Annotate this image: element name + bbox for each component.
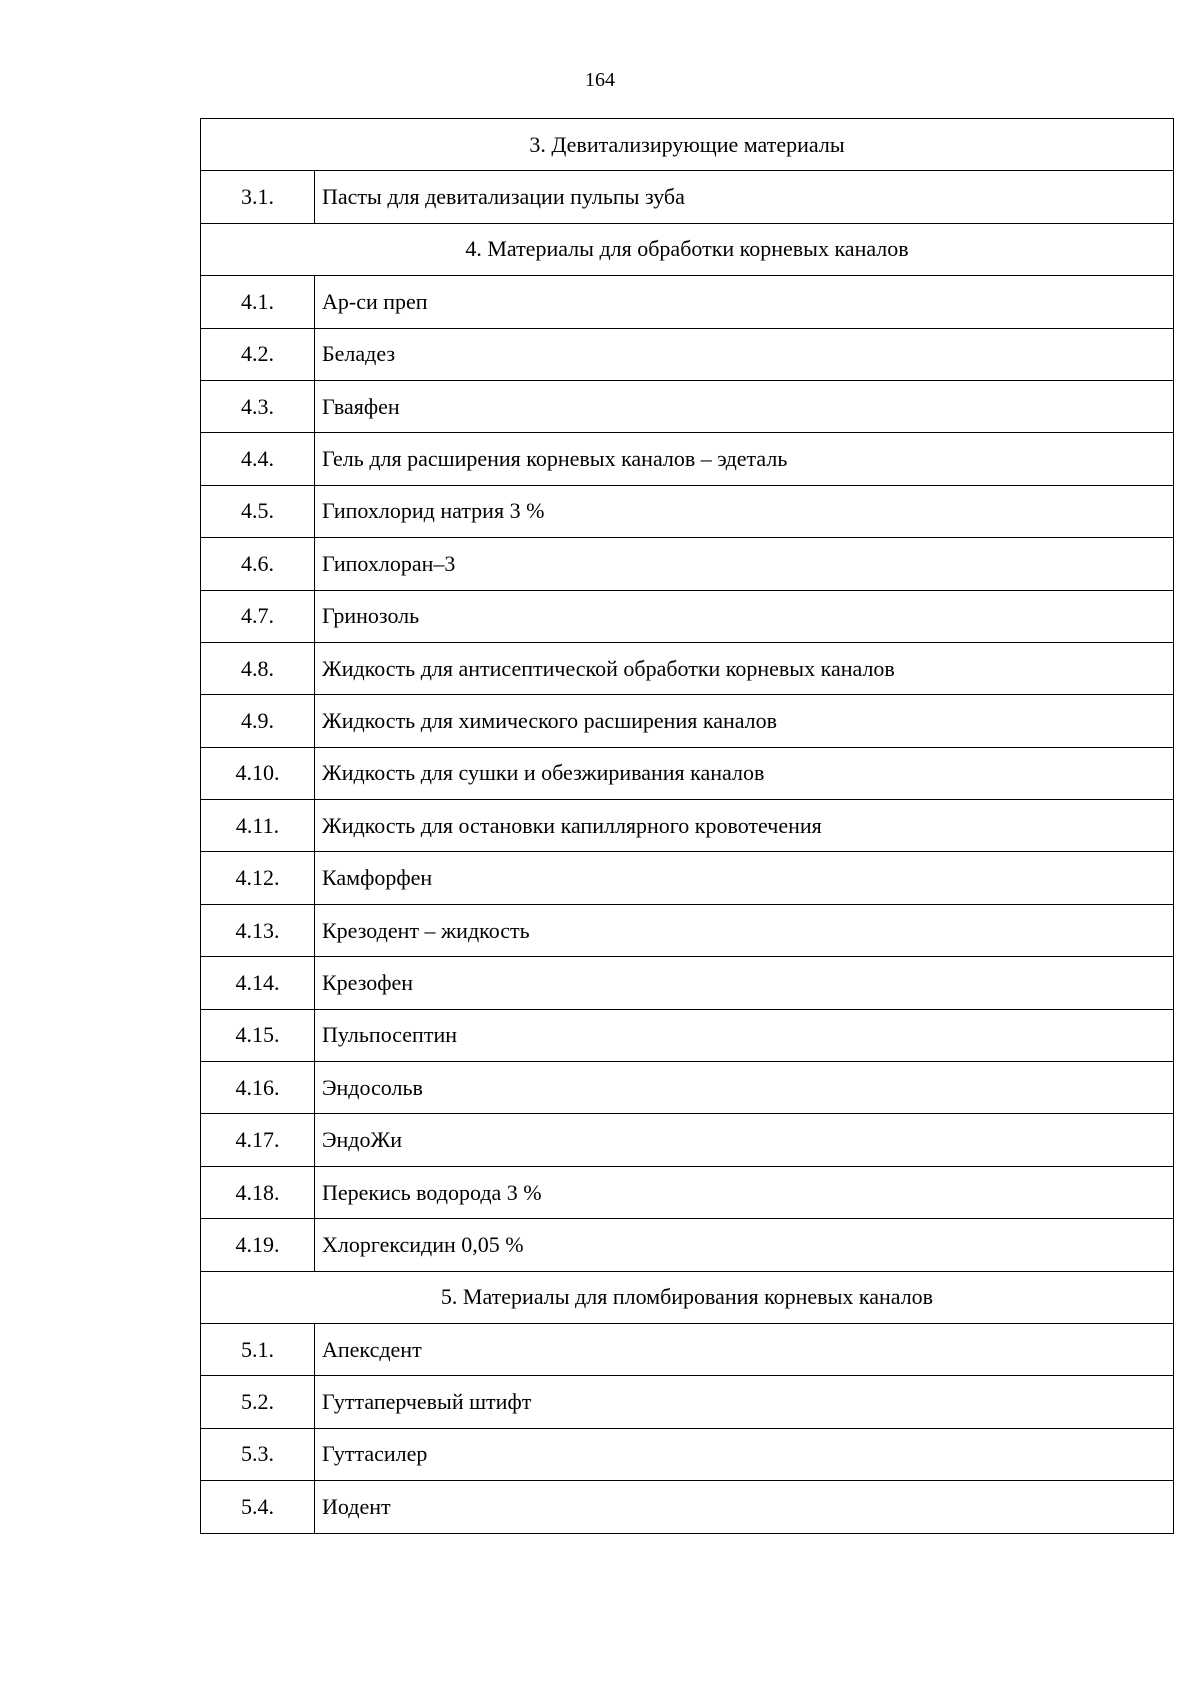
item-number: 4.13. — [201, 904, 315, 956]
item-name: Гваяфен — [315, 380, 1174, 432]
table-row — [201, 1323, 1174, 1375]
item-name: Камфорфен — [315, 852, 1174, 904]
table-row — [201, 276, 1174, 328]
section-header-row — [201, 1271, 1174, 1323]
item-number: 5.3. — [201, 1428, 315, 1480]
item-number: 5.1. — [201, 1323, 315, 1375]
page-number: 164 — [585, 69, 615, 91]
item-name: Жидкость для химического расширения каналов — [315, 695, 1174, 747]
item-name: Эндосольв — [315, 1062, 1174, 1114]
table-row — [201, 1219, 1174, 1271]
section-title: 3. Девитализирующие материалы — [201, 119, 1174, 171]
table-row — [201, 433, 1174, 485]
item-number: 4.5. — [201, 485, 315, 537]
table-row — [201, 1114, 1174, 1166]
item-number: 4.3. — [201, 380, 315, 432]
item-name: Гипохлоран–3 — [315, 538, 1174, 590]
table-row — [201, 380, 1174, 432]
item-number: 4.19. — [201, 1219, 315, 1271]
table-row — [201, 904, 1174, 956]
item-number: 4.10. — [201, 747, 315, 799]
section-title: 4. Материалы для обработки корневых каналов — [201, 223, 1174, 275]
table-row — [201, 1428, 1174, 1480]
item-number: 4.6. — [201, 538, 315, 590]
table-row — [201, 1166, 1174, 1218]
item-name: Иодент — [315, 1481, 1174, 1533]
item-number: 4.17. — [201, 1114, 315, 1166]
item-name: Гринозоль — [315, 590, 1174, 642]
table-row — [201, 538, 1174, 590]
item-name: Перекись водорода 3 % — [315, 1166, 1174, 1218]
table-row — [201, 800, 1174, 852]
table-row — [201, 171, 1174, 223]
item-name: Гипохлорид натрия 3 % — [315, 485, 1174, 537]
item-name: Жидкость для сушки и обезжиривания каналов — [315, 747, 1174, 799]
item-number: 4.15. — [201, 1009, 315, 1061]
item-name: Крезофен — [315, 957, 1174, 1009]
table-row — [201, 1376, 1174, 1428]
item-number: 4.1. — [201, 276, 315, 328]
materials-table — [200, 118, 1174, 1534]
materials-table-body — [201, 119, 1174, 1534]
item-number: 4.9. — [201, 695, 315, 747]
item-number: 4.11. — [201, 800, 315, 852]
item-name: Жидкость для остановки капиллярного кровотечения — [315, 800, 1174, 852]
item-name: Крезодент – жидкость — [315, 904, 1174, 956]
table-row — [201, 1481, 1174, 1533]
section-header-row — [201, 119, 1174, 171]
table-row — [201, 852, 1174, 904]
item-name: Беладез — [315, 328, 1174, 380]
item-number: 3.1. — [201, 171, 315, 223]
table-row — [201, 642, 1174, 694]
table-row — [201, 695, 1174, 747]
table-row — [201, 957, 1174, 1009]
item-number: 4.8. — [201, 642, 315, 694]
item-number: 4.18. — [201, 1166, 315, 1218]
item-number: 5.2. — [201, 1376, 315, 1428]
item-name: Хлоргексидин 0,05 % — [315, 1219, 1174, 1271]
item-name: ЭндоЖи — [315, 1114, 1174, 1166]
item-number: 4.12. — [201, 852, 315, 904]
table-row — [201, 328, 1174, 380]
item-number: 5.4. — [201, 1481, 315, 1533]
item-name: Гуттаперчевый штифт — [315, 1376, 1174, 1428]
table-row — [201, 1062, 1174, 1114]
table-row — [201, 1009, 1174, 1061]
item-number: 4.14. — [201, 957, 315, 1009]
item-number: 4.2. — [201, 328, 315, 380]
section-header-row — [201, 223, 1174, 275]
item-name: Жидкость для антисептической обработки корневых каналов — [315, 642, 1174, 694]
section-title: 5. Материалы для пломбирования корневых каналов — [201, 1271, 1174, 1323]
item-name: Апексдент — [315, 1323, 1174, 1375]
table-row — [201, 590, 1174, 642]
item-number: 4.7. — [201, 590, 315, 642]
table-row — [201, 747, 1174, 799]
item-number: 4.4. — [201, 433, 315, 485]
item-name: Пасты для девитализации пульпы зуба — [315, 171, 1174, 223]
item-name: Гель для расширения корневых каналов – эдеталь — [315, 433, 1174, 485]
item-name: Пульпосептин — [315, 1009, 1174, 1061]
item-number: 4.16. — [201, 1062, 315, 1114]
table-row — [201, 485, 1174, 537]
item-name: Ар-си преп — [315, 276, 1174, 328]
item-name: Гуттасилер — [315, 1428, 1174, 1480]
